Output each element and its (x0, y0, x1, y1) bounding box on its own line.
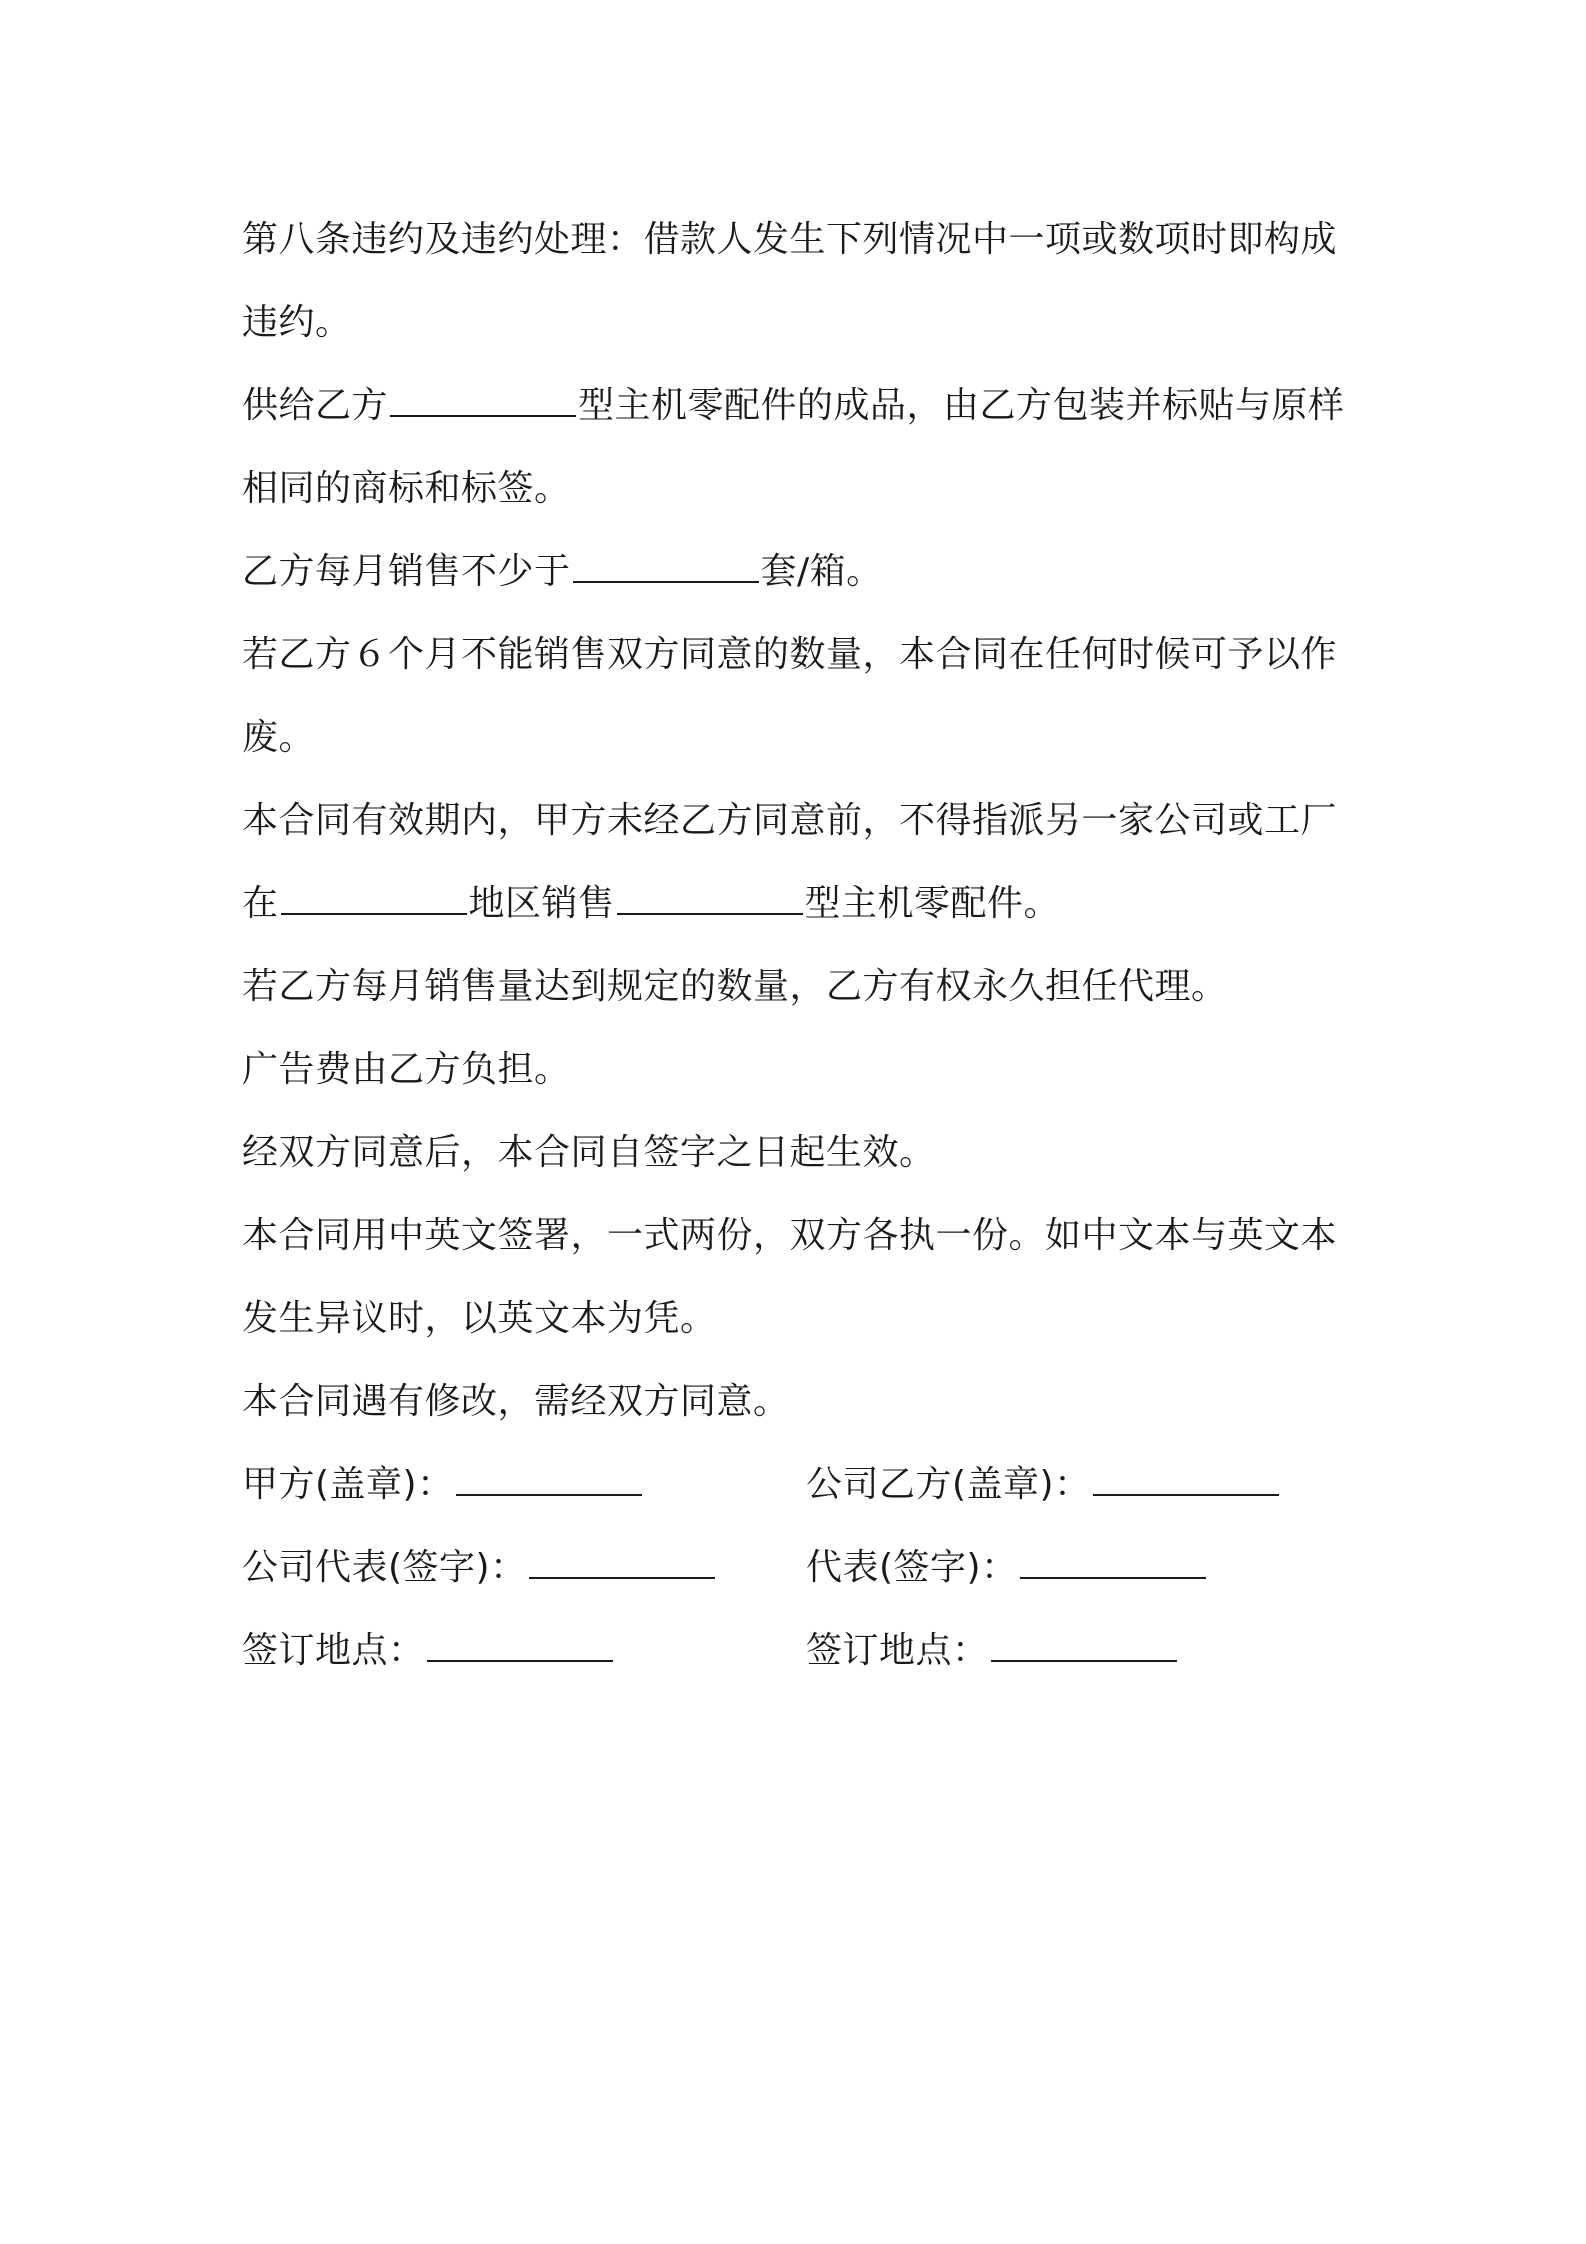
clause-exclusivity-text-b: 地区销售 (468, 883, 615, 924)
clause-language (242, 1194, 1362, 1360)
clause-termination-text: 若乙方６个月不能销售双方同意的数量，本合同在任何时候可予以作废。 (242, 634, 1338, 758)
clause-language-text: 本合同用中英文签署，一式两份，双方各执一份。如中文本与英文本发生异议时，以英文本为凭。 (242, 1215, 1338, 1339)
clause-supply-text-a: 供给乙方 (242, 385, 389, 426)
party-b-seal-blank (1093, 1464, 1279, 1496)
clause-amendment-text: 本合同遇有修改，需经双方同意。 (242, 1381, 790, 1422)
party-b-place-label: 签订地点： (806, 1630, 989, 1671)
party-b-rep-label: 代表(签字)： (806, 1547, 1018, 1588)
clause-advertising (242, 1028, 1362, 1111)
party-a-seal (242, 1443, 806, 1526)
clause-exclusivity-text-a: 本合同有效期内，甲方未经乙方同意前，不得指派另一家公司或工厂在 (242, 800, 1338, 924)
clause-exclusivity-text-c: 型主机零配件。 (804, 883, 1061, 924)
party-b-seal (806, 1443, 1362, 1526)
clause-permanent-agent-text: 若乙方每月销售量达到规定的数量，乙方有权永久担任代理。 (242, 966, 1228, 1007)
clause-effective-text: 经双方同意后，本合同自签字之日起生效。 (242, 1132, 936, 1173)
clause-exclusivity (242, 779, 1362, 945)
signature-row-place (242, 1609, 1362, 1692)
quantity-blank (573, 551, 759, 583)
party-a-place (242, 1609, 806, 1692)
signature-row-seal (242, 1443, 1362, 1526)
party-a-rep-blank (529, 1547, 715, 1579)
model-blank-2 (617, 883, 803, 915)
clause-breach (242, 198, 1362, 364)
party-b-place-blank (991, 1630, 1177, 1662)
party-b-place (806, 1609, 1362, 1692)
contract-body (242, 198, 1362, 1692)
party-a-rep-label: 公司代表(签字)： (242, 1547, 527, 1588)
party-a-place-label: 签订地点： (242, 1630, 425, 1671)
clause-advertising-text: 广告费由乙方负担。 (242, 1049, 571, 1090)
model-blank (390, 385, 576, 417)
party-a-rep (242, 1526, 806, 1609)
clause-termination (242, 613, 1362, 779)
clause-breach-text: 第八条违约及违约处理：借款人发生下列情况中一项或数项时即构成违约。 (242, 219, 1338, 343)
clause-supply-text-b: 型主机零配件的成品，由乙方包装并标贴与原样相同的商标和标签。 (242, 385, 1345, 509)
clause-amendment (242, 1360, 1362, 1443)
clause-monthly-sales (242, 530, 1362, 613)
signature-row-rep (242, 1526, 1362, 1609)
party-a-seal-blank (456, 1464, 642, 1496)
region-blank (281, 883, 467, 915)
party-b-rep-blank (1020, 1547, 1206, 1579)
clause-monthly-sales-text-a: 乙方每月销售不少于 (242, 551, 571, 592)
party-b-seal-label: 公司乙方(盖章)： (806, 1464, 1091, 1505)
party-a-place-blank (427, 1630, 613, 1662)
clause-monthly-sales-text-b: 套/箱。 (760, 551, 883, 592)
clause-supply (242, 364, 1362, 530)
clause-effective (242, 1111, 1362, 1194)
clause-permanent-agent (242, 945, 1362, 1028)
party-a-seal-label: 甲方(盖章)： (242, 1464, 454, 1505)
party-b-rep (806, 1526, 1362, 1609)
